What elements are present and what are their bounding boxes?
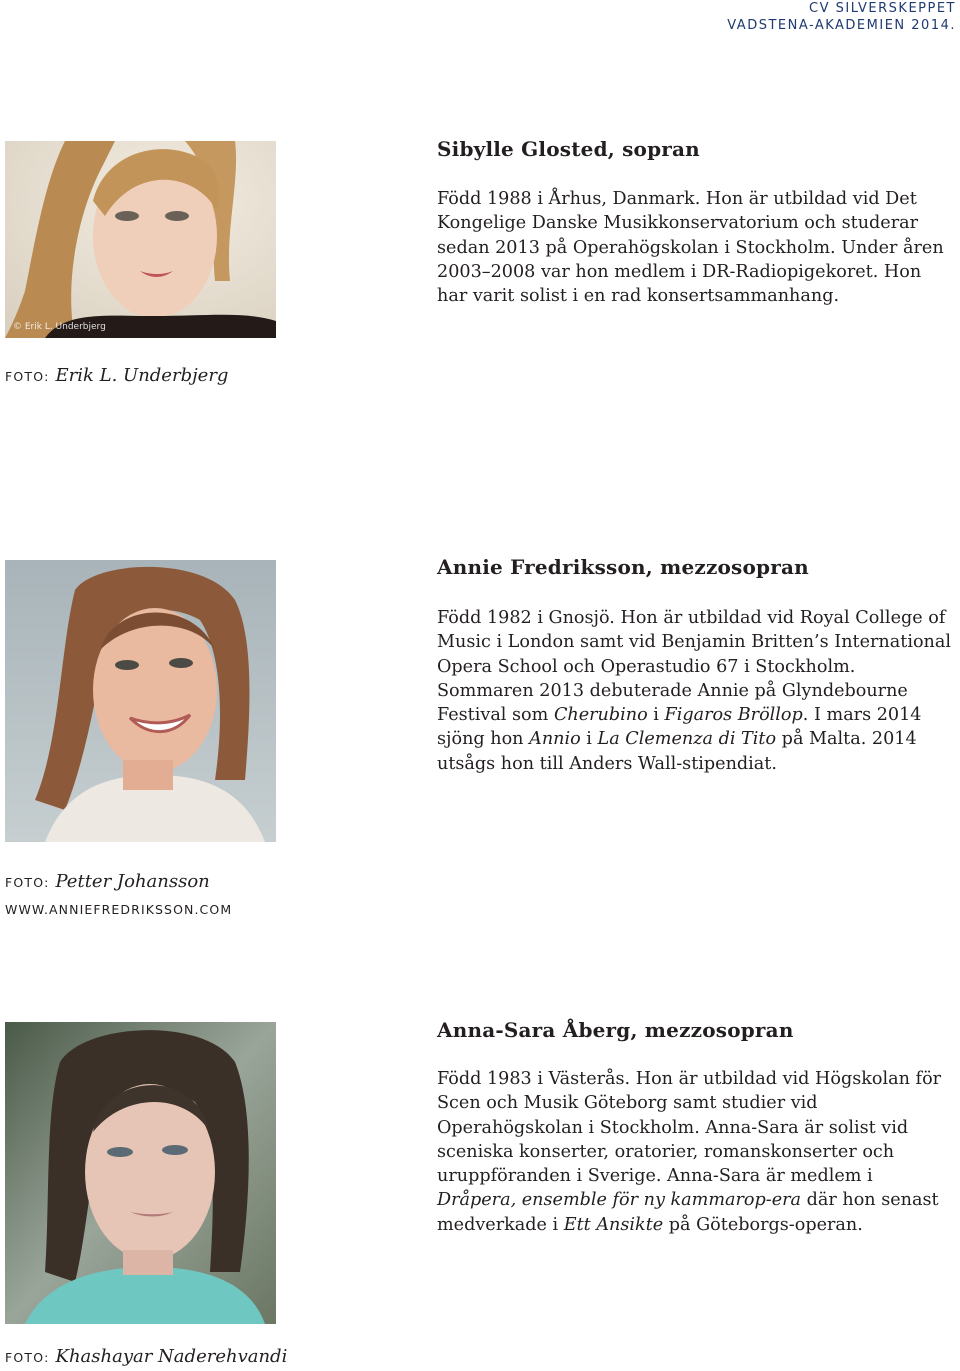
bio-text-segment: . I mars 2014 sjöng hon [437,705,922,750]
bio-italic-title: Dråpera, ensemble för ny kammarop-era [437,1190,802,1211]
photo-credit-label: FOTO: [5,369,50,384]
bio-text-2 [437,606,952,776]
photo-credit-label: FOTO: [5,1350,50,1365]
bio-italic-title: Figaros Bröllop [664,705,803,726]
bio-text-segment: Född 1982 i Gnosjö. Hon är utbildad vid Royal College of Music i London samt vid Benjamin Britten’s International Opera School och Operastudio 67 i Stockholm. Sommaren 2013 debuterade Annie på Glyndebourne Festival som [437,608,951,726]
photo-credit [5,871,210,892]
header-line-1: CV SILVERSKEPPET [809,1,956,16]
photo-credit-label: FOTO: [5,875,50,890]
page-header [727,0,956,34]
bio-italic-title: La Clemenza di Tito [597,729,777,750]
bio-text-segment: i [647,705,665,726]
bio-text-segment: Född 1983 i Västerås. Hon är utbildad vid Högskolan för Scen och Musik Göteborg samt studier vid Operahögskolan i Stockholm. Anna-Sara är solist vid sceniska konserter, oratorier, romanskonserter och uruppföranden i Sverige. Anna-Sara är medlem i [437,1069,942,1187]
singer-name: Anna-Sara Åberg, mezzosopran [437,1018,794,1042]
header-line-2: VADSTENA-AKADEMIEN 2014. [727,18,956,33]
portrait-photo-2 [5,560,276,842]
singer-bio [437,606,952,776]
website-link[interactable]: WWW.ANNIEFREDRIKSSON.COM [5,902,233,917]
bio-text-segment: på Göteborgs-operan. [663,1214,863,1235]
photographer-name: Petter Johansson [55,871,210,892]
bio-italic-title: Annio [529,729,581,750]
portrait-photo-3 [5,1022,276,1324]
bio-text-segment: där hon senast medverkade i [437,1190,939,1235]
bio-text-segment: på Malta. 2014 utsågs hon till Anders Wall-stipendiat. [437,729,917,774]
photographer-name: Erik L. Underbjerg [55,365,229,386]
portrait-photo-1 [5,141,276,338]
photo-credit [5,1346,287,1367]
photo-watermark: © Erik L. Underbjerg [13,322,106,332]
bio-italic-title: Ett Ansikte [563,1214,664,1235]
bio-italic-title: Cherubino [553,705,648,726]
singer-name: Sibylle Glosted, sopran [437,137,700,161]
photographer-name: Khashayar Naderehvandi [55,1346,288,1367]
singer-bio [437,1067,952,1237]
singer-bio [437,187,952,308]
singer-name: Annie Fredriksson, mezzosopran [437,555,809,579]
bio-text-segment: i [580,729,598,750]
photo-credit [5,365,228,386]
bio-text-1 [437,187,952,308]
bio-text-segment: Född 1988 i Århus, Danmark. Hon är utbildad vid Det Kongelige Danske Musikkonservatorium och studerar sedan 2013 på Operahögskolan i Stockholm. Under åren 2003–2008 var hon medlem i DR-Radiopigekoret. Hon har varit solist i en rad konsertsammanhang. [437,189,944,307]
bio-text-3 [437,1067,952,1237]
